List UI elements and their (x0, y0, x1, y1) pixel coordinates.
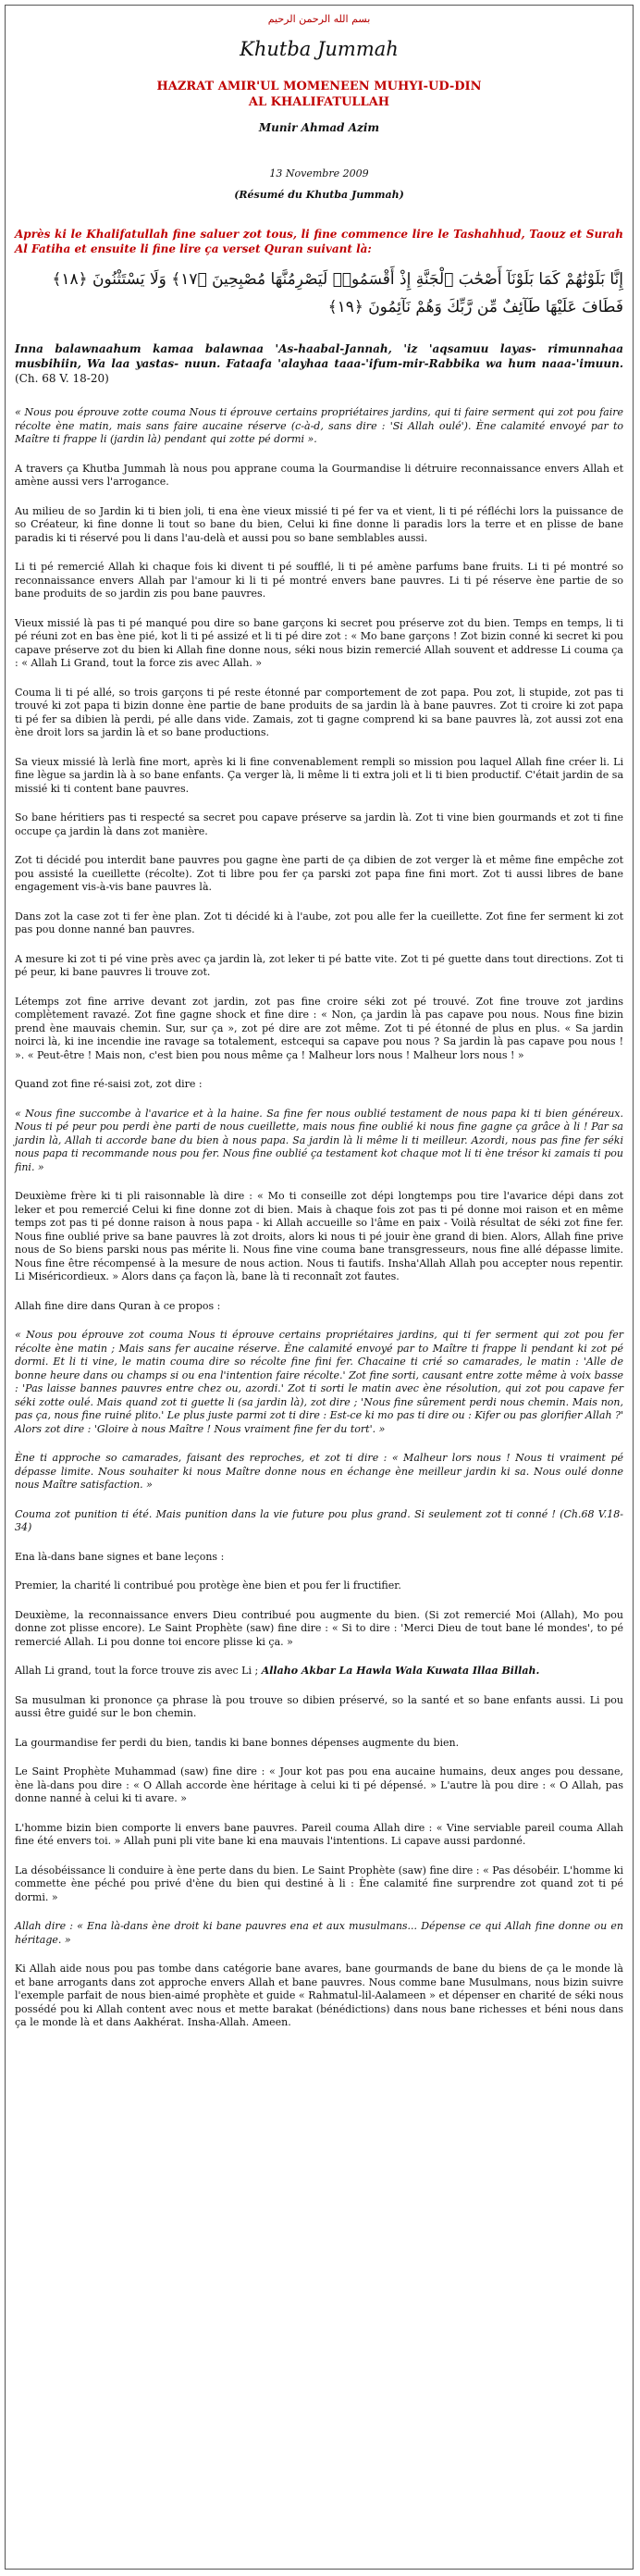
paragraph-text: Deuxième frère ki ti pli raisonnable là dire : « Mo ti conseille zot dépi longtemps pou tire l'avarice dépi dans zot leker et pou remercié Celui ki fine donne zot di bien. Mais à chaque fois zot pas ti pé donne moi raison et en même temps zot pas ti pé donne raison à nous papa - ki Allah accueille so l'âme en paix - Voilà résultat de séki zot fine fer. Nous fine oublié prive sa bane pauvres là zot droits, alors ki nous ti pé jouir ène grand di bien. Alors, Allah fine prive nous de So biens parski nous pas mérite li. Nous fine vine couma bane transgresseurs, nous fine allé dépasse limite. Nous fine être récompensé à la mesure de nous action. Nous ti fautifs. Insha'Allah Allah pou accepter nous repentir. Li Miséricordieux. » Alors dans ça façon là, bane là ti reconnaît zot fautes. (15, 1190, 623, 1282)
body-paragraph (15, 617, 623, 671)
sermon-body (15, 406, 623, 2030)
arabic-verses: إِنَّا بَلَوْنَٰهُمْ كَمَا بَلَوْنَآ أَصْحَٰبَ ٱلْجَنَّةِ إِذْ أَقْسَمُوا۟ لَيَصْرِمُنَّهَا مُصْبِحِينَ ﴿١٧﴾ وَلَا يَسْتَثْنُونَ ﴿١٨﴾ فَطَافَ عَلَيْهَا طَآئِفٌ مِّن رَّبِّكَ وَهُمْ نَآئِمُونَ ﴿١٩﴾ (52, 270, 623, 316)
paragraph-text: Allah fine dire dans Quran à ce propos : (15, 1299, 221, 1312)
paragraph-text: Au milieu de so Jardin ki ti bien joli, ti ena ène vieux missié ti pé fer va et vient, li ti pé réfléchi lors la puissance de so Créateur, ki fine donne li tout so bane du bien, Celui ki fine donne li paradis lors la terre et en plisse de bane paradis ki ti réservé pou li dans l'au-delà et aussi pou so bane semblables aussi. (15, 504, 623, 544)
paragraph-text: Ena là-dans bane signes et bane leçons : (15, 1550, 225, 1563)
body-paragraph (15, 1508, 623, 1535)
paragraph-text: La désobéissance li conduire à ène perte dans du bien. Le Saint Prophète (saw) fine dire : « Pas désobéir. L'homme ki commette ène péché pou privé d'ène du bien qui destiné à li : Ène calamité fine surprendre zot quand zot ti pé dormi. » (15, 1864, 623, 1903)
body-paragraph (15, 1694, 623, 1721)
body-paragraph (15, 910, 623, 937)
body-paragraph (15, 1329, 623, 1436)
paragraph-text: Couma li ti pé allé, so trois garçons ti pé reste étonné par comportement de zot papa. Pou zot, li stupide, zot pas ti trouvé ki zot papa ti bizin donne ène partie de bane produits de sa jardin là à bane pauvres. Zot ti croire ki zot papa ti pé fer sa dibien là perdi, pé alle dans vide. Zamais, zot ti gagne comprend ki sa bane pauvres là, zot aussi zot ena ène droit lors sa jardin là et so bane productions. (15, 686, 623, 738)
paragraph-text: « Nous pou éprouve zot couma Nous ti éprouve certains propriétaires jardins, qui ti fer serment qui zot pou fer récolte ène matin ; Mais sans fer aucaine réserve. Ène calamité envoyé par to Maître ti frappe li pendant ki zot pé dormi. Et li ti vine, le matin couma dire so récolte fine fini fer. Chacaine ti crié so camarades, le matin : 'Alle de bonne heure dans ou champs si ou ena l'intention faire récolte.' Zot fine sorti, causant entre zotte même à voix basse : 'Pas laisse bannes pauvres entre chez ou, azordi.' Zot ti sorti le matin avec ène résolution, qui zot pou capave fer séki zotte oulé. Mais quand zot ti guette li (sa jardin là), zot dire ; 'Nous fine sûrement perdi nous chemin. Mais non, pas ça, nous fine ruiné plito.' Le plus juste parmi zot ti dire : Est-ce ki mo pas ti dire ou : Kifer ou pas glorifier Allah ?' Alors zot dire : 'Gloire à nous Maître ! Nous vraiment fine fer du tort'. » (15, 1329, 623, 1435)
paragraph-text: « Nous fine succombe à l'avarice et à la haine. Sa fine fer nous oublié testament de nous papa ki ti bien généreux. Nous ti pé peur pou perdi ène parti de nous cueillette, mais nous fine oublié ki nous fine gagne ça grâce à li ! Par sa jardin là, Allah ti accorde bane du bien à nous papa. Sa jardin là li même li ti meilleur. Azordi, nous pas fine fer séki nous papa ti recommande nous pou fer. Nous fine oublié ça testament kot chaque mot li ti ène trésor ki zamais ti pou fini. » (15, 1107, 623, 1173)
paragraph-text: Vieux missié là pas ti pé manqué pou dire so bane garçons ki secret pou préserve zot du bien. Temps en temps, li ti pé réuni zot en bas ène pié, kot li ti pé assizé et li ti pé dire zot : « Mo bane garçons ! Zot bizin conné ki secret ki pou capave préserve zot du bien ki Allah fine donne nous, séki nous bizin remercié Allah souvent et addresse Li couma ça : « Allah Li Grand, tout la force zis avec Allah. » (15, 616, 623, 669)
document-page (5, 5, 634, 2570)
transliteration (15, 341, 623, 386)
paragraph-text: Dans zot la case zot ti fer ène plan. Zot ti décidé ki à l'aube, zot pou alle fer la cueillette. Zot fine fer serment ki zot pas pou donne nanné ban pauvres. (15, 910, 623, 935)
paragraph-text: Couma zot punition ti été. Mais punition dans la vie future pou plus grand. Si seulement zot ti conné ! (Ch.68 V.18-34) (15, 1507, 623, 1533)
body-paragraph (15, 1609, 623, 1650)
paragraph-text: Allah dire : « Ena là-dans ène droit ki bane pauvres ena et aux musulmans... Dépense ce qui Allah fine donne ou en héritage. » (15, 1920, 623, 1946)
paragraph-text: Quand zot fine ré-saisi zot, zot dire : (15, 1078, 203, 1090)
body-paragraph (15, 1190, 623, 1284)
body-paragraph (15, 561, 623, 601)
paragraph-text: Le Saint Prophète Muhammad (saw) fine dire : « Jour kot pas pou ena aucaine humains, deux anges pou dessane, ène là-dans pou dire : « O Allah accorde ène héritage à celui ki ti pé dépensé. » L'autre là pou dire : « O Allah, pas donne nanné à celui ki ti avare. » (15, 1765, 623, 1804)
paragraph-text: Li ti pé remercié Allah ki chaque fois ki divent ti pé soufflé, li ti pé amène parfums bane fruits. Li ti pé montré so reconnaissance envers Allah par l'amour ki li ti pé montré envers bane pauvres. Li ti pé réserve ène partie de so bane produits de so jardin zis pou bane pauvres. (15, 561, 623, 600)
basmala: بسم الله الرحمن الرحيم (267, 13, 371, 25)
body-paragraph (15, 1078, 623, 1092)
paragraph-text: A mesure ki zot ti pé vine près avec ça jardin là, zot leker ti pé batte vite. Zot ti pé guette dans tout directions. Zot ti pé peur, ki bane pauvres li trouve zot. (15, 952, 623, 978)
body-paragraph (15, 1579, 623, 1593)
body-paragraph (15, 1300, 623, 1314)
paragraph-text: La gourmandise fer perdi du bien, tandis ki bane bonnes dépenses augmente du bien. (15, 1736, 460, 1749)
paragraph-text: Ki Allah aide nous pou pas tombe dans catégorie bane avares, bane gourmands de bane du biens de ça le monde là et bane arrogants dans zot approche envers Allah et bane pauvres. Nous comme bane Musulmans, nous bizin suivre l'exemple parfait de nous bien-aimé prophète et guide « Rahmatul-lil-Aalameen » et dépenser en charité de séki nous possédé pou ki Allah content avec nous et mette barakat (bénédictions) dans nous bane richesses et béni nous dans ça le monde là et dans Aakhérat. Insha-Allah. Ameen. (15, 1963, 623, 2028)
transliteration-text: Inna balawnaahum kamaa balawnaa 'As-haabal-Jannah, 'iz 'aqsamuu layas- rimunnahaa musbihiin, Wa laa yastas- nuun. Fataafa 'alayhaa taaa-'ifum-mir-Rabbika wa hum naaa-'imuun. (15, 342, 623, 370)
paragraph-text: Sa vieux missié là lerlà fine mort, après ki li fine convenablement rempli so mission pou laquel Allah fine créer li. Li fine lègue sa jardin là à so bane enfants. Ça verger là, li même li ti extra joli et li ti bien productif. C'était jardin de sa missié ki ti content bane pauvres. (15, 755, 623, 795)
body-paragraph (15, 854, 623, 895)
body-paragraph (15, 756, 623, 797)
body-paragraph (15, 953, 623, 980)
paragraph-text: L'homme bizin bien comporte li envers bane pauvres. Pareil couma Allah dire : « Vine serviable pareil couma Allah fine été envers toi. » Allah puni pli vite bane ki ena mauvais l'intentions. Li capave aussi pardonné. (15, 1821, 623, 1847)
body-paragraph (15, 463, 623, 489)
honorific-line-1: HAZRAT AMIR'UL MOMENEEN MUHYI-UD-DIN (156, 80, 482, 93)
body-paragraph (15, 406, 623, 447)
body-paragraph (15, 1963, 623, 2030)
paragraph-text: A travers ça Khutba Jummah là nous pou apprane couma la Gourmandise li détruire reconnaissance envers Allah et amène aussi vers l'arrogance. (15, 462, 623, 488)
body-paragraph (15, 996, 623, 1063)
body-paragraph (15, 1108, 623, 1175)
summary-label: (Résumé du Khutba Jummah) (234, 189, 404, 201)
paragraph-text: Ène ti approche so camarades, faisant des reproches, et zot ti dire : « Malheur lors nous ! Nous ti vraiment pé dépasse limite. Nous souhaiter ki nous Maître donne nous en échange ène meilleur jardin ki sa. Nous oulé donne nous Maître satisfaction. » (15, 1452, 623, 1491)
page-title: Khutba Jummah (240, 38, 399, 60)
body-paragraph (15, 1737, 623, 1751)
paragraph-text: Sa musulman ki prononce ça phrase là pou trouve so dibien préservé, so la santé et so bane enfants aussi. Li pou aussi être guidé sur le bon chemin. (15, 1693, 623, 1719)
paragraph-text: Allah Li grand, tout la force trouve zis avec Li ; (15, 1665, 262, 1677)
body-paragraph (15, 1665, 623, 1678)
body-paragraph (15, 1765, 623, 1806)
intro-paragraph: Après ki le Khalifatullah fine saluer zot tous, li fine commence lire le Tashahhud, Taouz et Surah Al Fatiha et ensuite li fine lire ça verset Quran suivant là: (15, 228, 623, 255)
paragraph-text: « Nous pou éprouve zotte couma Nous ti éprouve certains propriétaires jardins, qui ti faire serment qui zot pou faire récolte ène matin, mais sans faire aucaine réserve (c-à-d, sans dire : 'Si Allah oulé'). Ène calamité envoyé par to Maître ti frappe li (jardin là) pendant qui zotte pé dormi ». (15, 406, 623, 445)
paragraph-text: Zot ti décidé pou interdit bane pauvres pou gagne ène parti de ça dibien de zot verger là et même fine empêche zot pou assisté la cueillette (récolte). Zot ti libre pou fer ça parski zot papa fine fini mort. Zot ti aussi libres de bane engagement vis-à-vis bane pauvres là. (15, 854, 623, 893)
body-paragraph (15, 1551, 623, 1565)
honorific-line-2: AL KHALIFATULLAH (248, 95, 390, 109)
paragraph-text: Premier, la charité li contribué pou protège ène bien et pou fer li fructifier. (15, 1579, 401, 1591)
body-paragraph (15, 1452, 623, 1492)
verse-reference: (Ch. 68 V. 18-20) (15, 372, 109, 385)
sermon-date: 13 Novembre 2009 (269, 167, 369, 180)
body-paragraph (15, 1864, 623, 1905)
paragraph-text: Létemps zot fine arrive devant zot jardin, zot pas fine croire séki zot pé trouvé. Zot fine trouve zot jardins complètement ravazé. Zot fine gagne shock et fine dire : « Non, ça jardin là pas capave pou nous. Nous fine bizin prend ène mauvais chemin. Sur, sur ça », zot pé dire are zot même. Zot ti pé étonné de plus en plus. « Sa jardin noirci là, ki ine incendie ine ravage sa totalement, estcequi sa capave pou nous ? Sa jardin là pas capave pou nous ! ». « Peut-être ! Mais non, c'est bien pou nous même ça ! Malheur lors nous ! Malheur lors nous ! » (15, 995, 623, 1061)
paragraph-text: So bane héritiers pas ti respecté sa secret pou capave préserve sa jardin là. Zot ti vine bien gourmands et zot ti fine occupe ça jardin là dans zot manière. (15, 811, 623, 837)
body-paragraph (15, 505, 623, 546)
body-paragraph (15, 1822, 623, 1849)
paragraph-emphasis: Allaho Akbar La Hawla Wala Kuwata Illaa Billah. (261, 1665, 540, 1677)
body-paragraph (15, 811, 623, 838)
honorific-title (15, 79, 623, 110)
author-name: Munir Ahmad Azim (258, 121, 380, 134)
body-paragraph (15, 687, 623, 740)
paragraph-text: Deuxième, la reconnaissance envers Dieu contribué pou augmente du bien. (Si zot remercié Moi (Allah), Mo pou donne zot plisse encore). Le Saint Prophète (saw) fine dire : « Si to dire : 'Merci Dieu de tout bane lé mondes', to pé remercié Allah. Li pou donne toi encore plisse ki ça. » (15, 1608, 623, 1648)
body-paragraph (15, 1920, 623, 1947)
